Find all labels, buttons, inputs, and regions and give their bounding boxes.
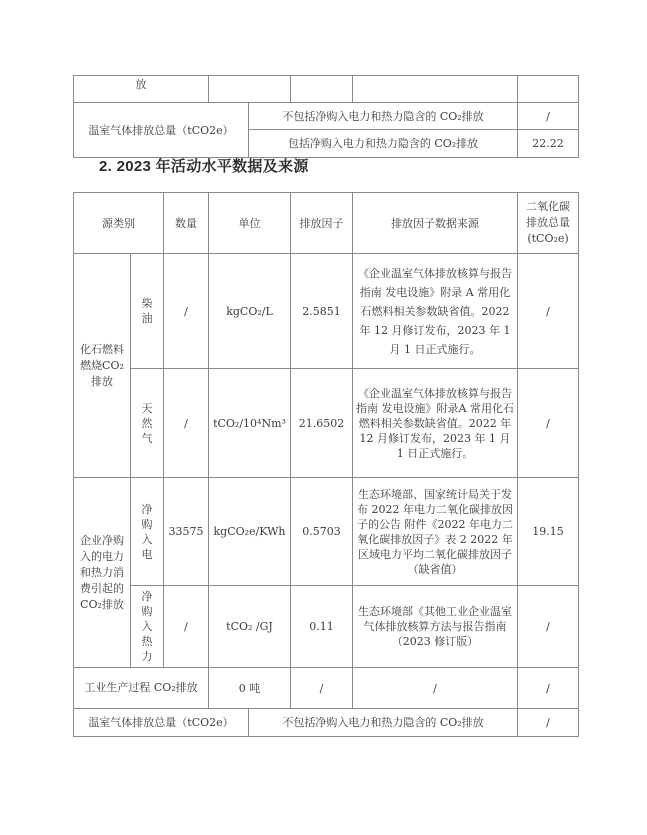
col-header-total-label: 二氧化碳排放总量(tCO₂e) [526, 200, 570, 245]
electricity-unit: kgCO₂e/KWh [209, 478, 291, 586]
process-factor-source: / [353, 668, 518, 709]
electricity-factor: 0.5703 [291, 478, 353, 586]
incl-label: 包括净购入电力和热力隐含的 CO₂排放 [249, 130, 518, 158]
section-heading: 2. 2023 年活动水平数据及来源 [99, 158, 309, 175]
natural-gas-name: 天然气 [131, 369, 164, 478]
carryover-row [74, 76, 579, 103]
electricity-quantity: 33575 [164, 478, 209, 586]
col-header-total [518, 193, 579, 254]
electricity-total: 19.15 [518, 478, 579, 586]
diesel-factor: 2.5851 [291, 254, 353, 369]
incl-value: 22.22 [518, 130, 579, 158]
empty-cell [518, 76, 579, 103]
heat-quantity: / [164, 586, 209, 668]
heat-total: / [518, 586, 579, 668]
empty-cell [291, 76, 353, 103]
heat-name: 净购入热力 [131, 586, 164, 668]
total-excl-row [74, 103, 579, 130]
diesel-row [74, 254, 579, 369]
diesel-total: / [518, 254, 579, 369]
ghg-total-row-desc: 不包括净购入电力和热力隐含的 CO₂排放 [249, 709, 518, 737]
ghg-total-row-label: 温室气体排放总量（tCO2e） [74, 709, 249, 737]
natural-gas-total: / [518, 369, 579, 478]
col-header-quantity: 数量 [164, 193, 209, 254]
col-header-factor: 排放因子 [291, 193, 353, 254]
empty-cell [353, 76, 518, 103]
natural-gas-quantity: / [164, 369, 209, 478]
col-header-unit: 单位 [209, 193, 291, 254]
electricity-factor-source: 生态环境部、国家统计局关于发布 2022 年电力二氧化碳排放因子的公告 附件《2022 年电力二氧化碳排放因子》表 2 2022 年区域电力平均二氧化碳排放因子（缺省值） [353, 478, 518, 586]
natural-gas-factor-source: 《企业温室气体排放核算与报告指南 发电设施》附录A 常用化石燃料相关参数缺省值。2022 年 12 月修订发布，2023 年 1 月 1 日正式施行。 [353, 369, 518, 478]
ghg-total-row-value: / [518, 709, 579, 737]
excl-label: 不包括净购入电力和热力隐含的 CO₂排放 [249, 103, 518, 130]
summary-table-top [73, 75, 579, 158]
purchased-heat-row [74, 586, 579, 668]
process-total: / [518, 668, 579, 709]
purchased-electricity-row [74, 478, 579, 586]
diesel-name: 柴油 [131, 254, 164, 369]
purchased-group-label: 企业净购入的电力和热力消费引起的 CO₂排放 [74, 478, 131, 668]
industrial-process-row [74, 668, 579, 709]
diesel-unit: kgCO₂/L [209, 254, 291, 369]
process-label: 工业生产过程 CO₂排放 [74, 668, 209, 709]
natural-gas-row [74, 369, 579, 478]
header-row [74, 193, 579, 254]
electricity-name: 净购入电 [131, 478, 164, 586]
empty-cell [209, 76, 291, 103]
process-factor: / [291, 668, 353, 709]
heat-unit: tCO₂ /GJ [209, 586, 291, 668]
natural-gas-factor: 21.6502 [291, 369, 353, 478]
natural-gas-unit: tCO₂/10⁴Nm³ [209, 369, 291, 478]
process-quantity: 0 吨 [209, 668, 291, 709]
heat-factor-source: 生态环境部《其他工业企业温室气体排放核算方法与报告指南（2023 修订版） [353, 586, 518, 668]
diesel-factor-source: 《企业温室气体排放核算与报告指南 发电设施》附录 A 常用化石燃料相关参数缺省值。2022 年 12 月修订发布，2023 年 1 月 1 日正式施行。 [353, 254, 518, 369]
carryover-cell: 放 [74, 76, 209, 103]
diesel-quantity: / [164, 254, 209, 369]
ghg-total-row [74, 709, 579, 737]
excl-value: / [518, 103, 579, 130]
fossil-group-label: 化石燃料燃烧CO₂排放 [74, 254, 131, 478]
activity-data-table [73, 192, 579, 737]
heat-factor: 0.11 [291, 586, 353, 668]
ghg-total-label: 温室气体排放总量（tCO2e） [74, 103, 249, 158]
col-header-factor-source: 排放因子数据来源 [353, 193, 518, 254]
col-header-source: 源类别 [74, 193, 164, 254]
